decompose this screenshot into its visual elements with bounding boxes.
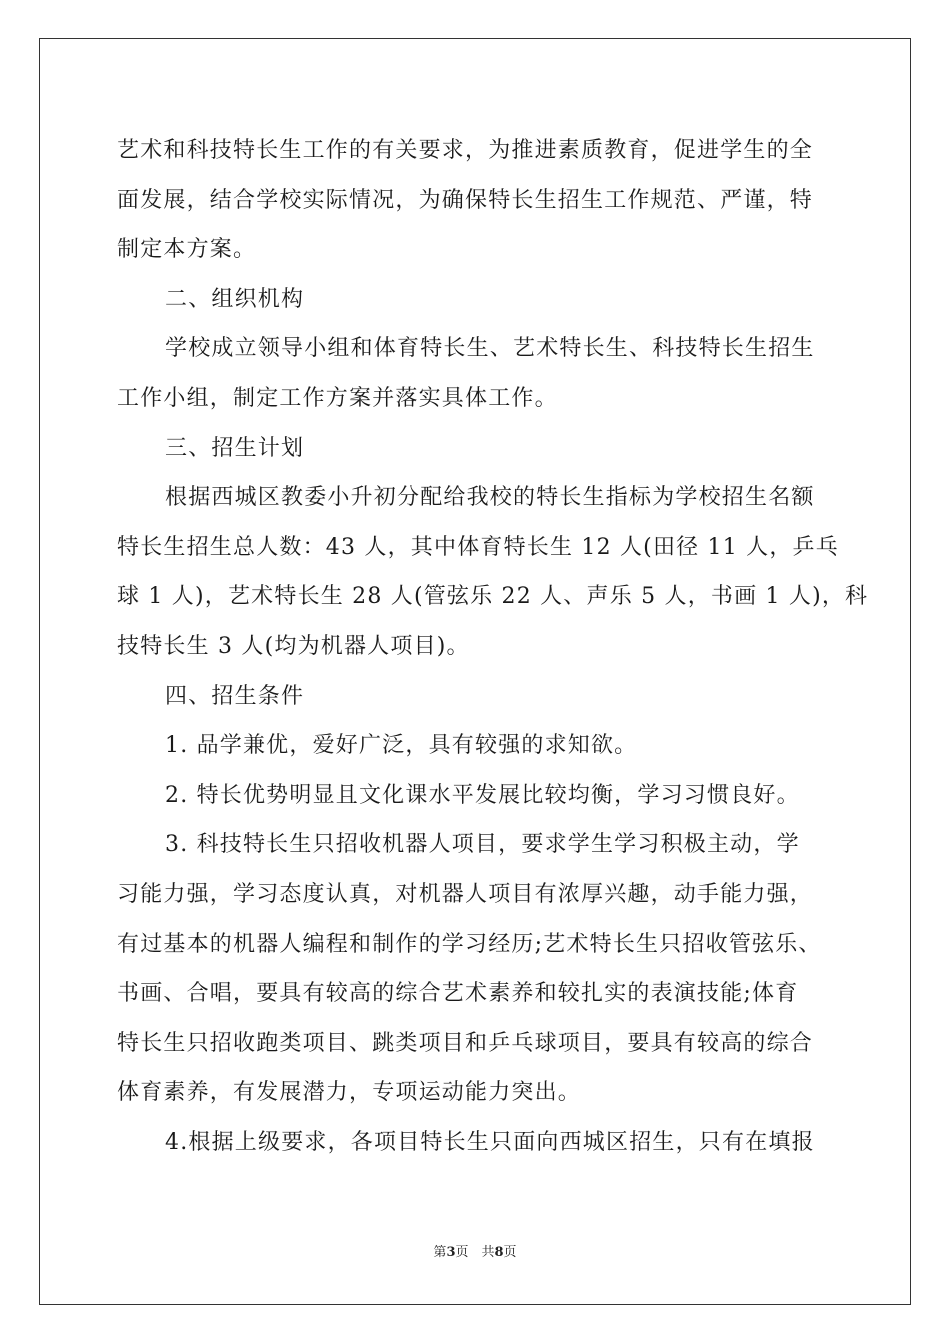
text-line: 根据西城区教委小升初分配给我校的特长生指标为学校招生名额 <box>165 485 815 511</box>
text-line: 艺术和科技特长生工作的有关要求，为推进素质教育，促进学生的全 <box>117 138 814 163</box>
footer-prefix: 第 <box>433 1245 447 1260</box>
footer-mid: 页 共 <box>455 1245 495 1260</box>
text-line: 习能力强，学习态度认真，对机器人项目有浓厚兴趣，动手能力强， <box>117 881 814 907</box>
list-item: 3. 科技特长生只招收机器人项目，要求学生学习积极主动，学 <box>165 832 800 858</box>
list-item: 2. 特长优势明显且文化课水平发展比较均衡，学习习惯良好。 <box>165 782 800 808</box>
section-heading: 四、招生条件 <box>165 683 305 709</box>
text-line: 工作小组，制定工作方案并落实具体工作。 <box>117 385 558 411</box>
list-item: 4.根据上级要求，各项目特长生只面向西城区招生，只有在填报 <box>165 1129 815 1155</box>
page-footer <box>0 1244 950 1262</box>
text-line: 面发展，结合学校实际情况，为确保特长生招生工作规范、严谨，特 <box>117 187 814 213</box>
section-heading: 二、组织机构 <box>165 286 305 312</box>
text-line: 制定本方案。 <box>117 237 257 263</box>
text-line: 书画、合唱，要具有较高的综合艺术素养和较扎实的表演技能;体育 <box>117 981 799 1007</box>
text-line: 学校成立领导小组和体育特长生、艺术特长生、科技特长生招生 <box>165 336 815 362</box>
document-body <box>117 126 869 1167</box>
total-pages-number: 8 <box>494 1245 504 1260</box>
text-line: 特长生只招收跑类项目、跳类项目和乒乓球项目，要具有较高的综合 <box>117 1030 814 1056</box>
section-heading: 三、招生计划 <box>165 435 305 461</box>
list-item: 1. 品学兼优，爱好广泛，具有较强的求知欲。 <box>165 733 638 759</box>
text-line: 球 1 人)，艺术特长生 28 人(管弦乐 22 人、声乐 5 人，书画 1 人)，科 <box>117 584 869 610</box>
footer-suffix: 页 <box>503 1245 517 1260</box>
current-page-number: 3 <box>446 1245 456 1260</box>
text-line: 技特长生 3 人(均为机器人项目)。 <box>117 633 470 659</box>
text-line: 有过基本的机器人编程和制作的学习经历;艺术特长生只招收管弦乐、 <box>117 931 822 957</box>
text-line: 体育素养，有发展潜力，专项运动能力突出。 <box>117 1080 582 1106</box>
text-line: 特长生招生总人数：43 人，其中体育特长生 12 人(田径 11 人，乒乓 <box>117 534 839 560</box>
